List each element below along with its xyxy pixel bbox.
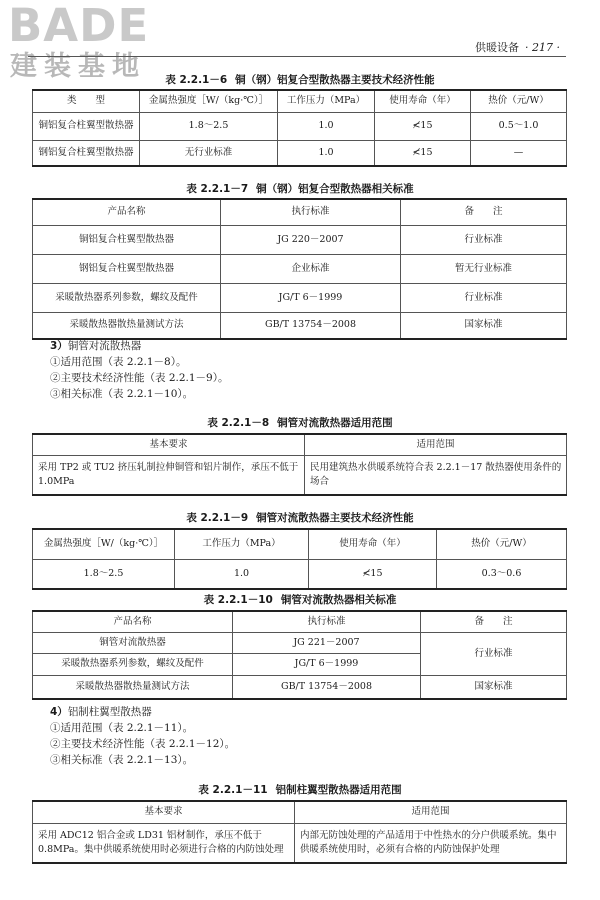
table-number: 表 2.2.1－11: [198, 784, 268, 796]
table-cell: 采用 TP2 或 TU2 挤压轧制拉伸铜管和铝片制作，承压不低于 1.0MPa: [33, 455, 305, 495]
table-2-2-1-6-caption: [0, 72, 600, 87]
table-row: [33, 823, 567, 863]
section-heading: [50, 704, 235, 720]
running-head: [475, 39, 560, 55]
table-cell: JG/T 6－1999: [233, 653, 421, 675]
list-item: ①适用范围（表 2.2.1－8）。: [50, 356, 187, 368]
table-cell: 0.5～1.0: [471, 112, 567, 140]
column-header: 使用寿命（年）: [309, 529, 437, 559]
table-cell: 1.0: [175, 559, 309, 589]
list-item: ②主要技术经济性能（表 2.2.1－9）。: [50, 372, 229, 384]
table-cell: ≮15: [309, 559, 437, 589]
table-header-row: [33, 801, 567, 823]
section-3: [50, 338, 228, 402]
column-header: 产品名称: [33, 199, 221, 225]
table-cell: —: [471, 140, 567, 166]
table-row: [33, 675, 567, 699]
table-number: 表 2.2.1－7: [186, 183, 249, 195]
table-cell: 采用 ADC12 铝合金或 LD31 铝材制作，承压不低于 0.8MPa。集中供暖系统使用时必须进行合格的内防蚀处理: [33, 823, 295, 863]
column-header: 工作压力（MPa）: [278, 90, 375, 112]
table-cell: 无行业标准: [140, 140, 278, 166]
table-number: 表 2.2.1－10: [203, 594, 273, 606]
table-row: [33, 455, 567, 495]
table-cell: ≮15: [375, 112, 471, 140]
table-title: 铜（钢）铝复合型散热器主要技术经济性能: [235, 74, 435, 86]
column-header: 金属热强度［W/（kg·℃）］: [33, 529, 175, 559]
table-number: 表 2.2.1－6: [165, 74, 228, 86]
table-cell: 采暖散热器散热量测试方法: [33, 312, 221, 339]
logo-subtitle: 建装基地: [10, 51, 146, 82]
column-header: 基本要求: [33, 434, 305, 455]
running-head-title: 供暖设备: [475, 41, 520, 54]
table-header-row: [33, 434, 567, 455]
column-header: 类 型: [33, 90, 140, 112]
page-number: · 217 ·: [525, 41, 560, 54]
table-2-2-1-9-caption: [0, 510, 600, 525]
table-row: [33, 559, 567, 589]
table-2-2-1-8-caption: [0, 415, 600, 430]
table-cell: JG 220－2007: [221, 225, 401, 254]
list-item: ③相关标准（表 2.2.1－13）。: [50, 754, 194, 766]
table-2-2-1-11: [32, 800, 567, 864]
column-header: 金属热强度［W/（kg·℃）］: [140, 90, 278, 112]
column-header: 基本要求: [33, 801, 295, 823]
table-cell: JG 221－2007: [233, 632, 421, 653]
section-heading: [50, 338, 228, 354]
table-row: [33, 632, 567, 653]
publisher-logo: [8, 2, 198, 82]
table-2-2-1-6: [32, 89, 567, 167]
section-title: 铝制柱翼型散热器: [67, 706, 152, 718]
table-cell: 铜铝复合柱翼型散热器: [33, 225, 221, 254]
table-2-2-1-7-caption: [0, 181, 600, 196]
column-header: 执行标准: [233, 611, 421, 632]
section-title: 铜管对流散热器: [67, 340, 142, 352]
table-2-2-1-8: [32, 433, 567, 496]
table-cell: 采暖散热器系列参数，螺纹及配件: [33, 653, 233, 675]
table-cell: 1.8～2.5: [140, 112, 278, 140]
column-header: 适用范围: [305, 434, 567, 455]
table-row: [33, 312, 567, 339]
table-row: [33, 254, 567, 283]
table-header-row: [33, 611, 567, 632]
table-cell: ≮15: [375, 140, 471, 166]
header-rule: [28, 56, 566, 57]
column-header: 适用范围: [295, 801, 567, 823]
logo-wordmark: BADE: [8, 0, 150, 52]
table-row: [33, 140, 567, 166]
column-header: 备 注: [401, 199, 567, 225]
table-title: 铝制柱翼型散热器适用范围: [275, 784, 402, 796]
section-number: 4）: [50, 706, 68, 718]
table-header-row: [33, 529, 567, 559]
list-item: ②主要技术经济性能（表 2.2.1－12）。: [50, 738, 236, 750]
table-number: 表 2.2.1－8: [207, 417, 270, 429]
table-cell: JG/T 6－1999: [221, 283, 401, 312]
table-2-2-1-7: [32, 198, 567, 340]
table-cell: 1.8～2.5: [33, 559, 175, 589]
table-2-2-1-9: [32, 528, 567, 590]
list-item: ③相关标准（表 2.2.1－10）。: [50, 388, 194, 400]
table-title: 铜管对流散热器主要技术经济性能: [256, 512, 414, 524]
table-row: [33, 283, 567, 312]
column-header: 热价（元/W）: [437, 529, 567, 559]
table-header-row: [33, 199, 567, 225]
table-cell: 暂无行业标准: [401, 254, 567, 283]
table-row: [33, 225, 567, 254]
table-header-row: [33, 90, 567, 112]
table-title: 铜管对流散热器适用范围: [277, 417, 393, 429]
table-cell: 0.3～0.6: [437, 559, 567, 589]
column-header: 产品名称: [33, 611, 233, 632]
column-header: 工作压力（MPa）: [175, 529, 309, 559]
table-cell: 国家标准: [401, 312, 567, 339]
table-cell: 钢铝复合柱翼型散热器: [33, 254, 221, 283]
table-cell: 民用建筑热水供暖系统符合表 2.2.1－17 散热器使用条件的场合: [305, 455, 567, 495]
section-number: 3）: [50, 340, 68, 352]
table-cell: 内部无防蚀处理的产品适用于中性热水的分户供暖系统。集中供暖系统使用时，必须有合格的内防蚀保护处理: [295, 823, 567, 863]
table-cell: 行业标准: [401, 225, 567, 254]
table-2-2-1-11-caption: [0, 782, 600, 797]
table-cell: 采暖散热器系列参数，螺纹及配件: [33, 283, 221, 312]
column-header: 备 注: [421, 611, 567, 632]
table-2-2-1-10-caption: [0, 592, 600, 607]
column-header: 执行标准: [221, 199, 401, 225]
table-cell: 钢铝复合柱翼型散热器: [33, 140, 140, 166]
table-cell: 行业标准: [401, 283, 567, 312]
table-2-2-1-10: [32, 610, 567, 700]
section-4: [50, 704, 235, 768]
table-cell: 铜铝复合柱翼型散热器: [33, 112, 140, 140]
table-cell: 1.0: [278, 112, 375, 140]
column-header: 使用寿命（年）: [375, 90, 471, 112]
table-number: 表 2.2.1－9: [186, 512, 249, 524]
table-cell: 采暖散热器散热量测试方法: [33, 675, 233, 699]
column-header: 热价（元/W）: [471, 90, 567, 112]
table-title: 铜（钢）铝复合型散热器相关标准: [256, 183, 414, 195]
table-cell: 国家标准: [421, 675, 567, 699]
table-cell: 铜管对流散热器: [33, 632, 233, 653]
list-item: ①适用范围（表 2.2.1－11）。: [50, 722, 194, 734]
table-cell: 企业标准: [221, 254, 401, 283]
table-row: [33, 112, 567, 140]
table-cell: GB/T 13754－2008: [233, 675, 421, 699]
table-cell: 行业标准: [421, 632, 567, 675]
table-title: 铜管对流散热器相关标准: [280, 594, 397, 606]
table-cell: 1.0: [278, 140, 375, 166]
table-cell: GB/T 13754－2008: [221, 312, 401, 339]
